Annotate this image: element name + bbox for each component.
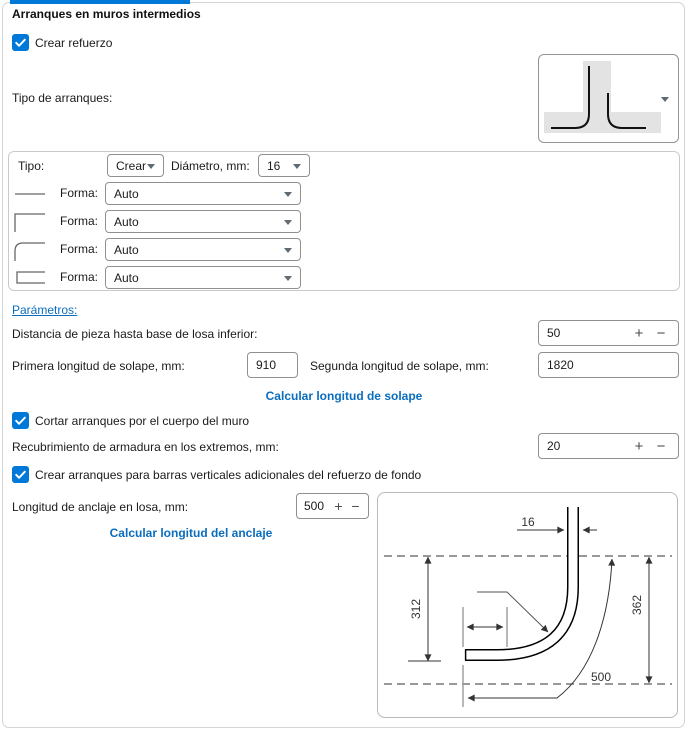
anchorage-spinner[interactable] bbox=[296, 493, 369, 519]
anchorage-label: Longitud de anclaje en losa, mm: bbox=[12, 500, 189, 514]
plus-icon[interactable]: + bbox=[334, 498, 343, 514]
check-icon bbox=[14, 414, 27, 427]
shape-dropdown-curved-bend[interactable] bbox=[105, 238, 301, 261]
shape-label: Forma: bbox=[59, 242, 98, 256]
cut-starters-checkbox[interactable] bbox=[12, 412, 29, 429]
second-lap-label: Segunda longitud de solape, mm: bbox=[310, 359, 489, 373]
additional-starters-label: Crear arranques para barras verticales adicionales del refuerzo de fondo bbox=[35, 468, 422, 482]
first-lap-input[interactable] bbox=[247, 352, 298, 378]
chevron-down-icon bbox=[284, 220, 292, 225]
check-icon bbox=[14, 468, 27, 481]
starter-type-diagram-icon bbox=[539, 55, 678, 142]
plus-icon[interactable]: + bbox=[634, 324, 644, 342]
parameters-link[interactable]: Parámetros: bbox=[12, 303, 78, 317]
chevron-down-icon bbox=[661, 97, 669, 102]
check-icon bbox=[14, 36, 27, 49]
diameter-dropdown-value: 16 bbox=[267, 158, 281, 173]
chevron-down-icon bbox=[284, 248, 292, 253]
type-dropdown-value: Crear bbox=[116, 158, 147, 173]
cover-value: 20 bbox=[547, 439, 561, 453]
plus-icon[interactable]: + bbox=[634, 437, 644, 455]
additional-starters-checkbox[interactable] bbox=[12, 466, 29, 483]
distance-spinner[interactable] bbox=[538, 320, 679, 346]
type-dropdown[interactable] bbox=[107, 154, 164, 177]
create-reinforcement-checkbox[interactable] bbox=[12, 34, 29, 51]
bar-diameter-label: 16 bbox=[521, 515, 535, 529]
shape-dropdown-value: Auto bbox=[114, 186, 139, 201]
calculate-lap-length-link[interactable]: Calcular longitud de solape bbox=[265, 389, 423, 403]
leader-line bbox=[477, 592, 548, 632]
rebar-anchorage-drawing bbox=[378, 493, 677, 717]
chevron-down-icon bbox=[284, 276, 292, 281]
first-lap-label: Primera longitud de solape, mm: bbox=[12, 359, 185, 373]
shape-dropdown-value: Auto bbox=[114, 214, 139, 229]
page-title: Arranques en muros intermedios bbox=[12, 7, 201, 21]
shape-label: Forma: bbox=[59, 270, 98, 284]
anchorage-dim-label: 500 bbox=[591, 670, 612, 684]
distance-value: 50 bbox=[547, 326, 561, 340]
cover-label: Recubrimiento de armadura en los extremos, mm: bbox=[12, 440, 279, 454]
chevron-down-icon bbox=[147, 164, 155, 169]
diameter-label: Diámetro, mm: bbox=[171, 159, 250, 173]
create-reinforcement-label: Crear refuerzo bbox=[35, 36, 113, 50]
minus-icon[interactable]: − bbox=[656, 437, 666, 455]
starter-type-label: Tipo de arranques: bbox=[12, 91, 113, 105]
cover-spinner[interactable] bbox=[538, 433, 679, 459]
cut-starters-label: Cortar arranques por el cuerpo del muro bbox=[35, 414, 250, 428]
shape-dropdown-straight[interactable] bbox=[105, 182, 301, 205]
minus-icon[interactable]: − bbox=[351, 498, 360, 514]
anchorage-diagram bbox=[377, 492, 678, 718]
anchorage-value: 500 bbox=[304, 499, 325, 513]
chevron-down-icon bbox=[284, 192, 292, 197]
shape-dropdown-angle-bend[interactable] bbox=[105, 210, 301, 233]
left-dim-label: 312 bbox=[409, 598, 423, 620]
shape-dropdown-u-shaped[interactable] bbox=[105, 266, 301, 289]
shape-label: Forma: bbox=[59, 186, 98, 200]
minus-icon[interactable]: − bbox=[656, 324, 666, 342]
diameter-dropdown[interactable] bbox=[258, 154, 310, 177]
right-dim-label: 362 bbox=[630, 594, 644, 616]
active-tab-indicator bbox=[10, 0, 190, 4]
shape-label: Forma: bbox=[59, 214, 98, 228]
second-lap-input[interactable] bbox=[538, 352, 679, 378]
chevron-down-icon bbox=[293, 164, 301, 169]
shape-dropdown-value: Auto bbox=[114, 242, 139, 257]
shape-dropdown-value: Auto bbox=[114, 270, 139, 285]
distance-label: Distancia de pieza hasta base de losa inferior: bbox=[12, 327, 258, 341]
type-label: Tipo: bbox=[18, 159, 45, 173]
starter-type-image-combo[interactable] bbox=[538, 54, 679, 143]
calculate-anchorage-link[interactable]: Calcular longitud del anclaje bbox=[109, 526, 273, 540]
